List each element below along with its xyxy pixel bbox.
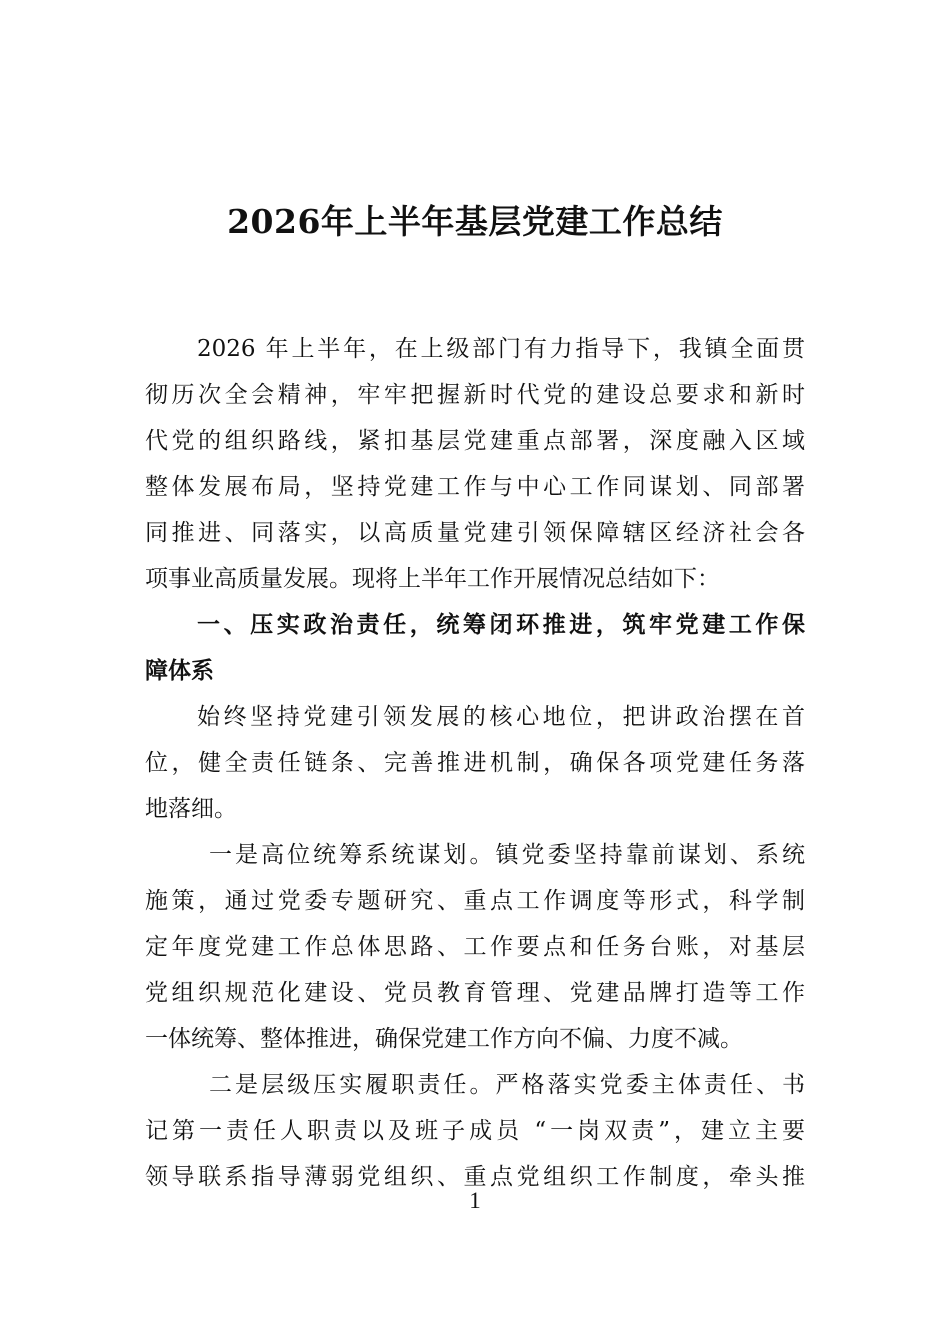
item-two-paragraph	[145, 1062, 805, 1200]
paragraph-line: 定年度党建工作总体思路、工作要点和任务台账，对基层	[145, 934, 805, 960]
paragraph-line: 2026 年上半年，在上级部门有力指导下，我镇全面贯	[197, 336, 805, 362]
document-title: 2026年上半年基层党建工作总结	[227, 202, 723, 241]
intro-paragraph	[145, 326, 805, 602]
paragraph-line: 整体发展布局，坚持党建工作与中心工作同谋划、同部署	[145, 474, 805, 500]
paragraph-line: 同推进、同落实，以高质量党建引领保障辖区经济社会各	[145, 520, 805, 546]
paragraph-line: 一是高位统筹系统谋划。镇党委坚持靠前谋划、系统	[209, 842, 805, 868]
page-number: 1	[469, 1188, 481, 1213]
paragraph-line: 党组织规范化建设、党员教育管理、党建品牌打造等工作	[145, 980, 805, 1006]
heading-line: 障体系	[145, 658, 214, 684]
section-intro-paragraph	[145, 694, 805, 832]
paragraph-line: 代党的组织路线，紧扣基层党建重点部署，深度融入区域	[145, 428, 805, 454]
paragraph-line: 二是层级压实履职责任。严格落实党委主体责任、书	[209, 1072, 805, 1098]
paragraph-line: 彻历次全会精神，牢牢把握新时代党的建设总要求和新时	[145, 382, 805, 408]
paragraph-line: 地落细。	[145, 796, 237, 822]
item-one-paragraph	[145, 832, 805, 1062]
paragraph-line: 始终坚持党建引领发展的核心地位，把讲政治摆在首	[197, 704, 805, 730]
section-heading	[145, 602, 805, 694]
document-body	[145, 326, 805, 1200]
heading-line: 一、压实政治责任，统筹闭环推进，筑牢党建工作保	[197, 612, 805, 638]
paragraph-line: 项事业高质量发展。现将上半年工作开展情况总结如下：	[145, 566, 720, 592]
paragraph-line: 施策，通过党委专题研究、重点工作调度等形式，科学制	[145, 888, 805, 914]
paragraph-line: 记第一责任人职责以及班子成员 “一岗双责”，建立主要	[145, 1118, 805, 1144]
paragraph-line: 一体统筹、整体推进，确保党建工作方向不偏、力度不减。	[145, 1026, 743, 1052]
paragraph-line: 领导联系指导薄弱党组织、重点党组织工作制度，牵头推	[145, 1164, 805, 1190]
paragraph-line: 位，健全责任链条、完善推进机制，确保各项党建任务落	[145, 750, 805, 776]
